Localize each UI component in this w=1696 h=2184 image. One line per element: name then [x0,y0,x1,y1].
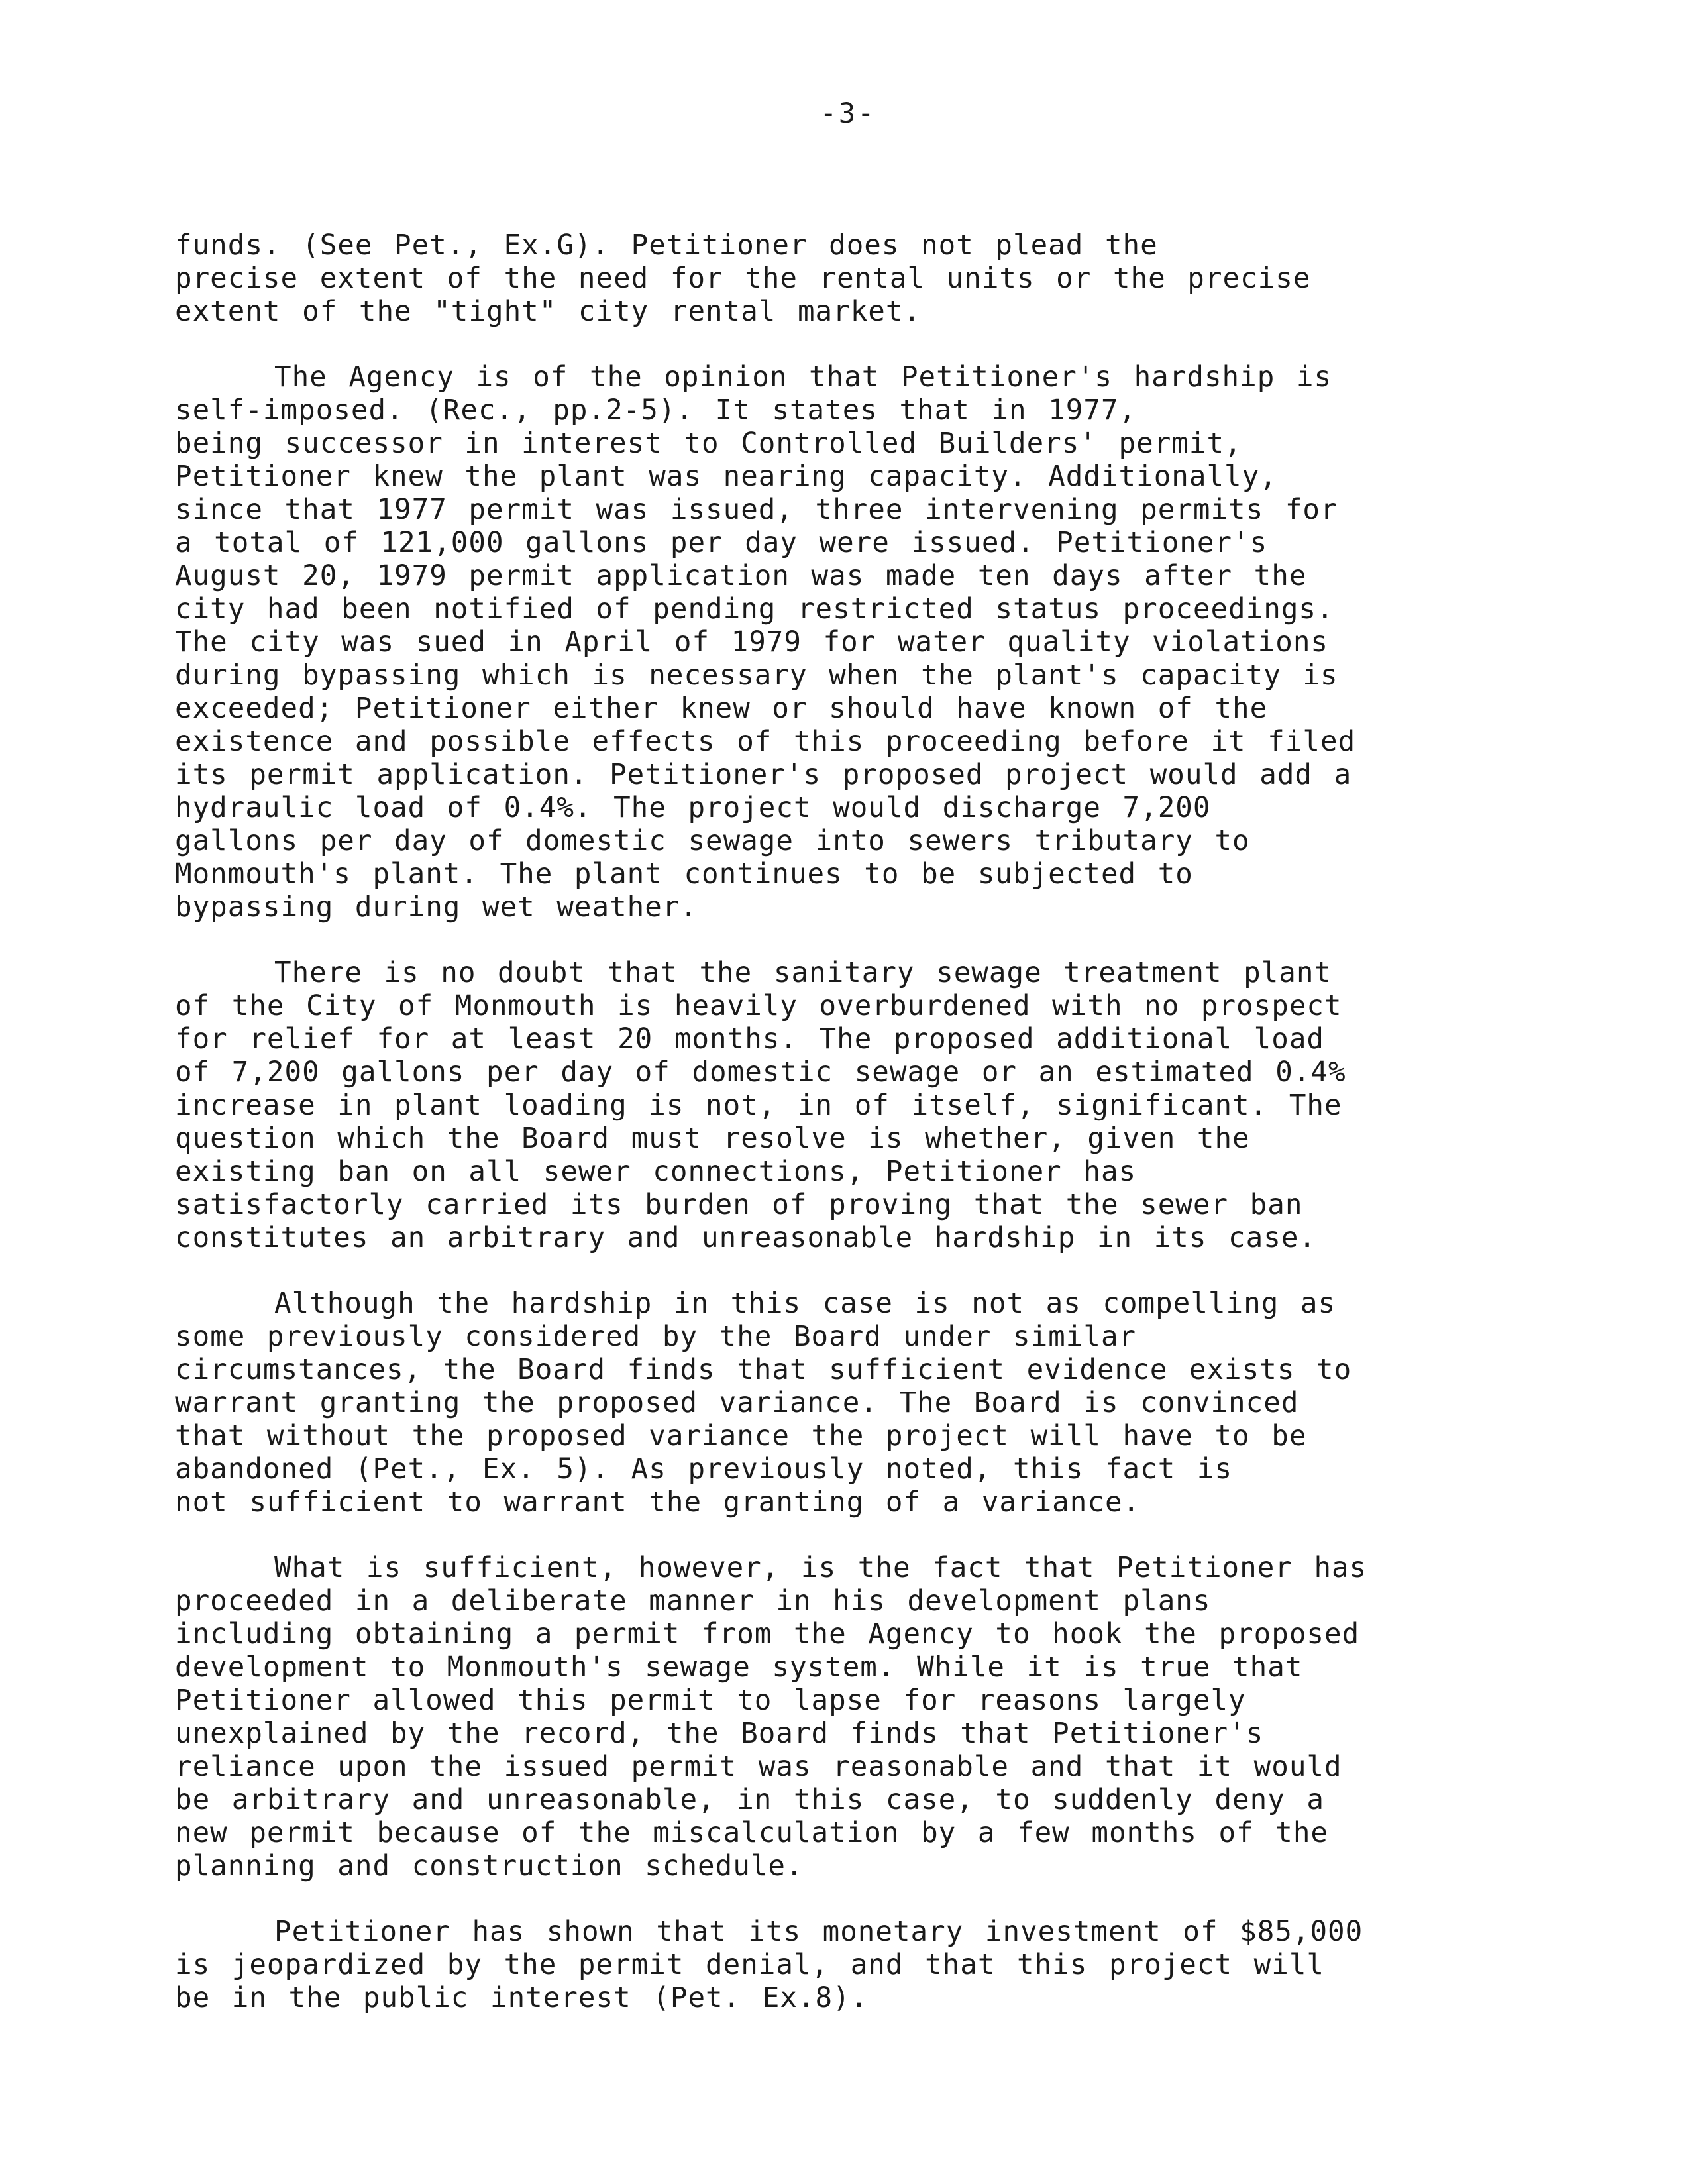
text-line: self-imposed. (Rec., pp.2-5). It states that in 1977, [175,394,1137,427]
text-line: including obtaining a permit from the Agency to hook the proposed [175,1618,1360,1651]
text-line: be in the public interest (Pet. Ex.8). [175,1982,869,2014]
text-line: extent of the "tight" city rental market. [175,296,922,328]
paragraph-6 [175,1916,1507,2015]
text-line: Petitioner allowed this permit to lapse for reasons largely [175,1684,1246,1717]
text-line: is jeopardized by the permit denial, and that this project will [175,1949,1324,1981]
text-line: being successor in interest to Controlled Builders' permit, [175,427,1242,460]
paragraph-5 [175,1552,1507,1883]
paragraph-3 [175,957,1507,1255]
text-line: gallons per day of domestic sewage into sewers tributary to [175,825,1250,857]
text-line: There is no doubt that the sanitary sewage treatment plant [274,957,1332,989]
text-line: planning and construction schedule. [175,1850,804,1883]
text-line: Monmouth's plant. The plant continues to be subjected to [175,858,1193,891]
text-line: proceeded in a deliberate manner in his development plans [175,1585,1211,1617]
text-line: existing ban on all sewer connections, Petitioner has [175,1156,1137,1188]
text-line: increase in plant loading is not, in of itself, significant. The [175,1089,1342,1122]
text-line: some previously considered by the Board under similar [175,1321,1137,1353]
text-line: city had been notified of pending restricted status proceedings. [175,593,1334,626]
text-line: unexplained by the record, the Board finds that Petitioner's [175,1718,1264,1750]
text-line: new permit because of the miscalculation by a few months of the [175,1817,1328,1849]
text-line: since that 1977 permit was issued, three intervening permits for [175,494,1338,526]
text-line: not sufficient to warrant the granting of a variance. [175,1486,1141,1519]
page-number: -3- [820,97,876,129]
paragraph-1 [175,229,1507,329]
text-line: bypassing during wet weather. [175,891,698,924]
text-line: August 20, 1979 permit application was made ten days after the [175,560,1307,592]
text-line: a total of 121,000 gallons per day were issued. Petitioner's [175,527,1268,559]
text-line: be arbitrary and unreasonable, in this case, to suddenly deny a [175,1784,1324,1816]
text-line: hydraulic load of 0.4%. The project would discharge 7,200 [175,792,1211,824]
text-line: question which the Board must resolve is whether, given the [175,1122,1250,1155]
paragraph-2 [175,361,1507,924]
text-line: circumstances, the Board finds that sufficient evidence exists to [175,1354,1352,1386]
text-line: The Agency is of the opinion that Petitioner's hardship is [274,361,1332,394]
text-line: abandoned (Pet., Ex. 5). As previously noted, this fact is [175,1453,1233,1486]
text-line: its permit application. Petitioner's proposed project would add a [175,759,1352,791]
text-line: of the City of Monmouth is heavily overburdened with no prospect [175,990,1342,1022]
text-line: precise extent of the need for the rental units or the precise [175,262,1311,295]
text-line: Petitioner has shown that its monetary investment of $85,000 [274,1916,1363,1948]
text-line: warrant granting the proposed variance. The Board is convinced [175,1387,1299,1419]
text-line: constitutes an arbitrary and unreasonable hardship in its case. [175,1222,1316,1254]
text-line: of 7,200 gallons per day of domestic sewage or an estimated 0.4% [175,1056,1346,1089]
text-line: The city was sued in April of 1979 for water quality violations [175,626,1328,659]
text-line: Although the hardship in this case is not as compelling as [274,1287,1336,1320]
text-line: that without the proposed variance the project will have to be [175,1420,1307,1452]
text-line: What is sufficient, however, is the fact that Petitioner has [274,1552,1367,1584]
text-line: for relief for at least 20 months. The proposed additional load [175,1023,1324,1056]
text-line: Petitioner knew the plant was nearing capacity. Additionally, [175,461,1277,493]
text-line: development to Monmouth's sewage system. While it is true that [175,1651,1303,1684]
document-body [175,229,1507,2048]
text-line: reliance upon the issued permit was reasonable and that it would [175,1751,1342,1783]
text-line: exceeded; Petitioner either knew or should have known of the [175,692,1268,725]
paragraph-4 [175,1287,1507,1519]
text-line: funds. (See Pet., Ex.G). Petitioner does not plead the [175,229,1158,262]
text-line: existence and possible effects of this proceeding before it filed [175,726,1356,758]
text-line: during bypassing which is necessary when the plant's capacity is [175,659,1338,692]
text-line: satisfactorly carried its burden of proving that the sewer ban [175,1189,1303,1221]
